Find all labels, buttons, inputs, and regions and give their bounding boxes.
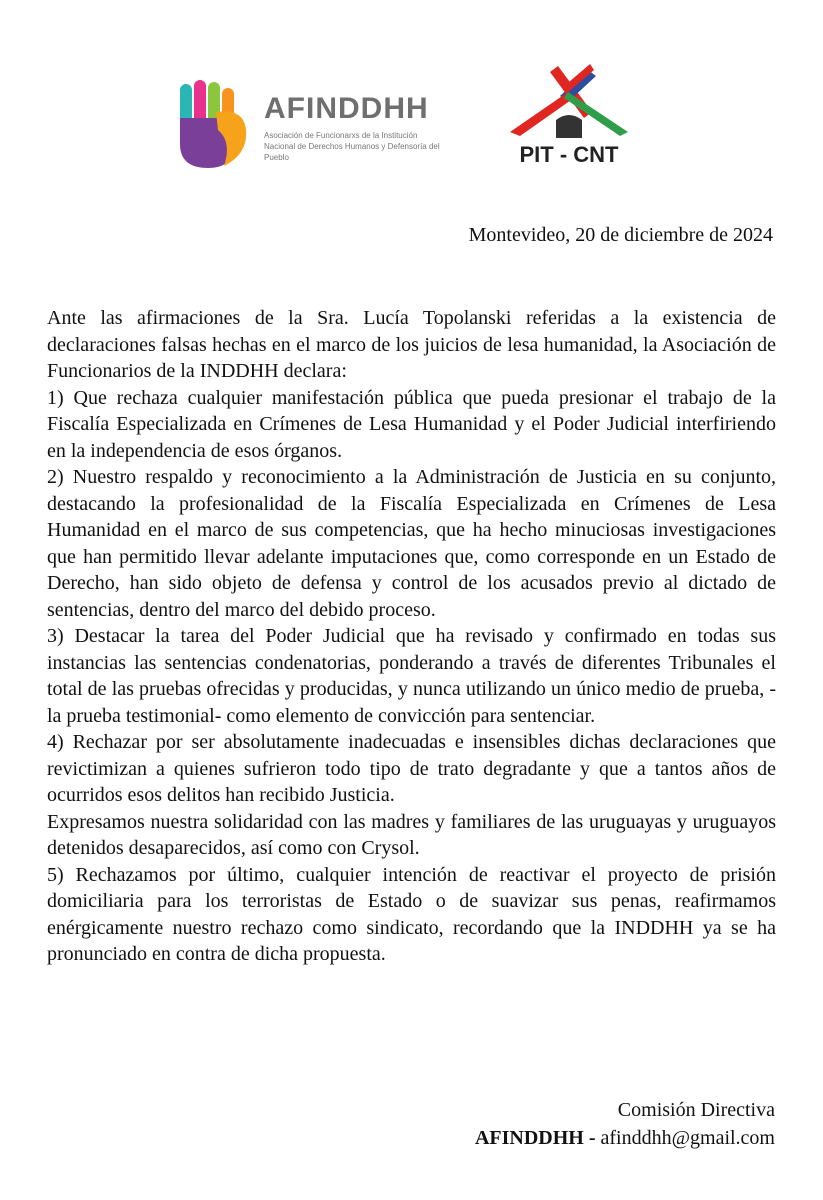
letter-date: Montevideo, 20 de diciembre de 2024 xyxy=(468,224,773,246)
signature-email: afinddhh@gmail.com xyxy=(600,1127,775,1149)
signature-block xyxy=(475,1096,775,1152)
pit-cnt-logo xyxy=(500,62,638,174)
letter-body xyxy=(47,305,776,968)
solidarity-paragraph: Expresamos nuestra solidaridad con las madres y familiares de las uruguayas y uruguayos detenidos desaparecidos, así como con Crysol. xyxy=(47,810,776,859)
signature-committee: Comisión Directiva xyxy=(617,1099,775,1121)
point-1-paragraph: 1) Que rechaza cualquier manifestación pública que pueda presionar el trabajo de la Fiscalía Especializada en Crímenes de Lesa Humanidad y el Poder Judicial interfiriendo en la independencia de esos órganos. xyxy=(47,386,776,462)
raised-fist-icon xyxy=(178,78,250,170)
point-2-paragraph: 2) Nuestro respaldo y reconocimiento a la Administración de Justicia en su conjunto, destacando la profesionalidad de la Fiscalía Especializada en Crímenes de Lesa Humanidad en el marco de sus competencias, que ha hecho minuciosas investigaciones que han permitido llevar adelante imputaciones que, como corresponde en un Estado de Derecho, han sido objeto de defensa y control de los acusados previo al dictado de sentencias, dentro del marco del debido proceso. xyxy=(47,466,776,621)
intro-paragraph: Ante las afirmaciones de la Sra. Lucía Topolanski referidas a la existencia de declaraciones falsas hechas en el marco de los juicios de lesa humanidad, la Asociación de Funcionarios de la INDDHH declara: xyxy=(47,307,776,382)
point-3-paragraph: 3) Destacar la tarea del Poder Judicial que ha revisado y confirmado en todas sus instancias las sentencias condenatorias, ponderando a través de diferentes Tribunales el total de las pruebas ofrecidas y producidas, y nunca utilizando un único medio de prueba, -la prueba testimonial- como elemento de convicción para sentenciar. xyxy=(47,625,776,727)
pit-cnt-logo-name: PIT - CNT xyxy=(519,142,619,167)
signature-contact xyxy=(475,1124,775,1152)
afinddhh-logo xyxy=(178,78,450,170)
point-5-paragraph: 5) Rechazamos por último, cualquier intención de reactivar el proyecto de prisión domiciliaria para los terroristas de Estado o de suavizar sus penas, reafirmamos enérgicamente nuestro rechazo como sindicato, recordando que la INDDHH ya se ha pronunciado en contra de dicha propuesta. xyxy=(47,863,776,965)
signature-org: AFINDDHH - xyxy=(474,1127,596,1149)
point-4-paragraph: 4) Rechazar por ser absolutamente inadecuadas e insensibles dichas declaraciones que revictimizan a quienes sufrieron todo tipo de trato degradante y que a tantos años de ocurridos esos delitos han recibido Justicia. xyxy=(47,731,776,806)
afinddhh-logo-name: AFINDDHH xyxy=(264,92,429,125)
pit-cnt-emblem-icon xyxy=(506,62,632,138)
afinddhh-logo-subtitle: Asociación de Funcionarxs de la Institución Nacional de Derechos Humanos y Defensoría del Pueblo xyxy=(264,131,440,162)
